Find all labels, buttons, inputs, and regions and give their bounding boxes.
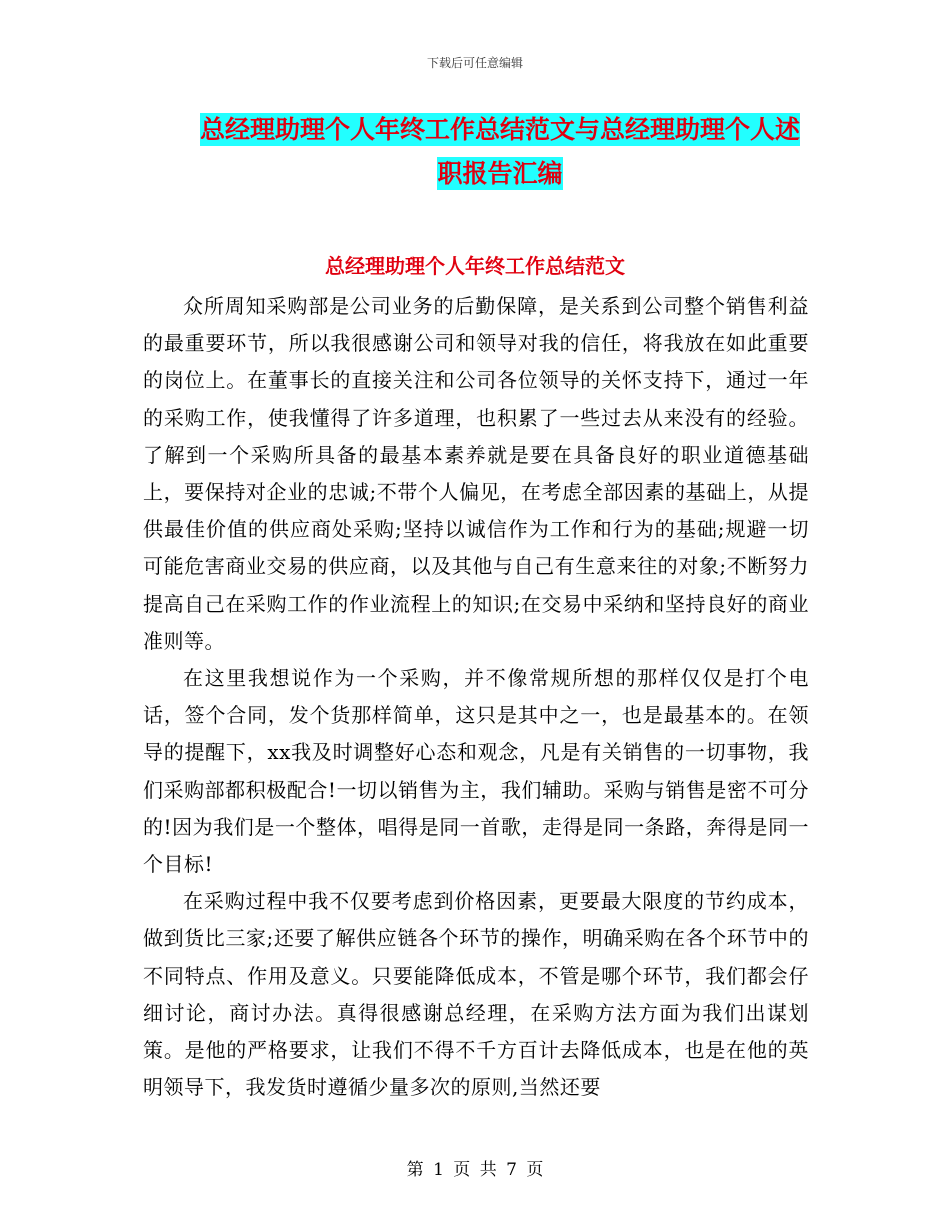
paragraph-3: 在采购过程中我不仅要考虑到价格因素，更要最大限度的节约成本，做到货比三家;还要了解供应链各个环节的操作，明确采购在各个环节中的不同特点、作用及意义。只要能降低成本，不管是哪个环节，我们都会仔细讨论，商讨办法。真得很感谢总经理，在采购方法方面为我们出谋划策。是他的严格要求，让我们不得不千方百计去降低成本，也是在他的英明领导下，我发货时遵循少量多次的原则,当然还要 bbox=[143, 889, 809, 1100]
section-title: 总经理助理个人年终工作总结范文 bbox=[325, 254, 625, 278]
document-title-text: 总经理助理个人年终工作总结范文与总经理助理个人述职报告汇编 bbox=[199, 115, 800, 188]
page-header-note: 下载后可任意编辑 bbox=[426, 56, 523, 70]
document-body bbox=[143, 288, 809, 1106]
paragraph-2: 在这里我想说作为一个采购，并不像常规所想的那样仅仅是打个电话，签个合同，发个货那样简单，这只是其中之一，也是最基本的。在领导的提醒下，xx我及时调整好心态和观念，凡是有关销售的一切事物，我们采购部都积极配合!一切以销售为主，我们辅助。采购与销售是密不可分的!因为我们是一个整体，唱得是同一首歌，走得是同一条路，奔得是同一个目标! bbox=[143, 666, 809, 877]
paragraph-1: 众所周知采购部是公司业务的后勤保障，是关系到公司整个销售利益的最重要环节，所以我很感谢公司和领导对我的信任，将我放在如此重要的岗位上。在董事长的直接关注和公司各位领导的关怀支持下，通过一年的采购工作，使我懂得了许多道理，也积累了一些过去从来没有的经验。了解到一个采购所具备的最基本素养就是要在具备良好的职业道德基础上，要保持对企业的忠诚;不带个人偏见，在考虑全部因素的基础上，从提供最佳价值的供应商处采购;坚持以诚信作为工作和行为的基础;规避一切可能危害商业交易的供应商，以及其他与自己有生意来往的对象;不断努力提高自己在采购工作的作业流程上的知识;在交易中采纳和坚持良好的商业准则等。 bbox=[143, 294, 809, 653]
page-number-footer: 第 1 页 共 7 页 bbox=[406, 1160, 544, 1180]
document-title bbox=[190, 108, 810, 196]
